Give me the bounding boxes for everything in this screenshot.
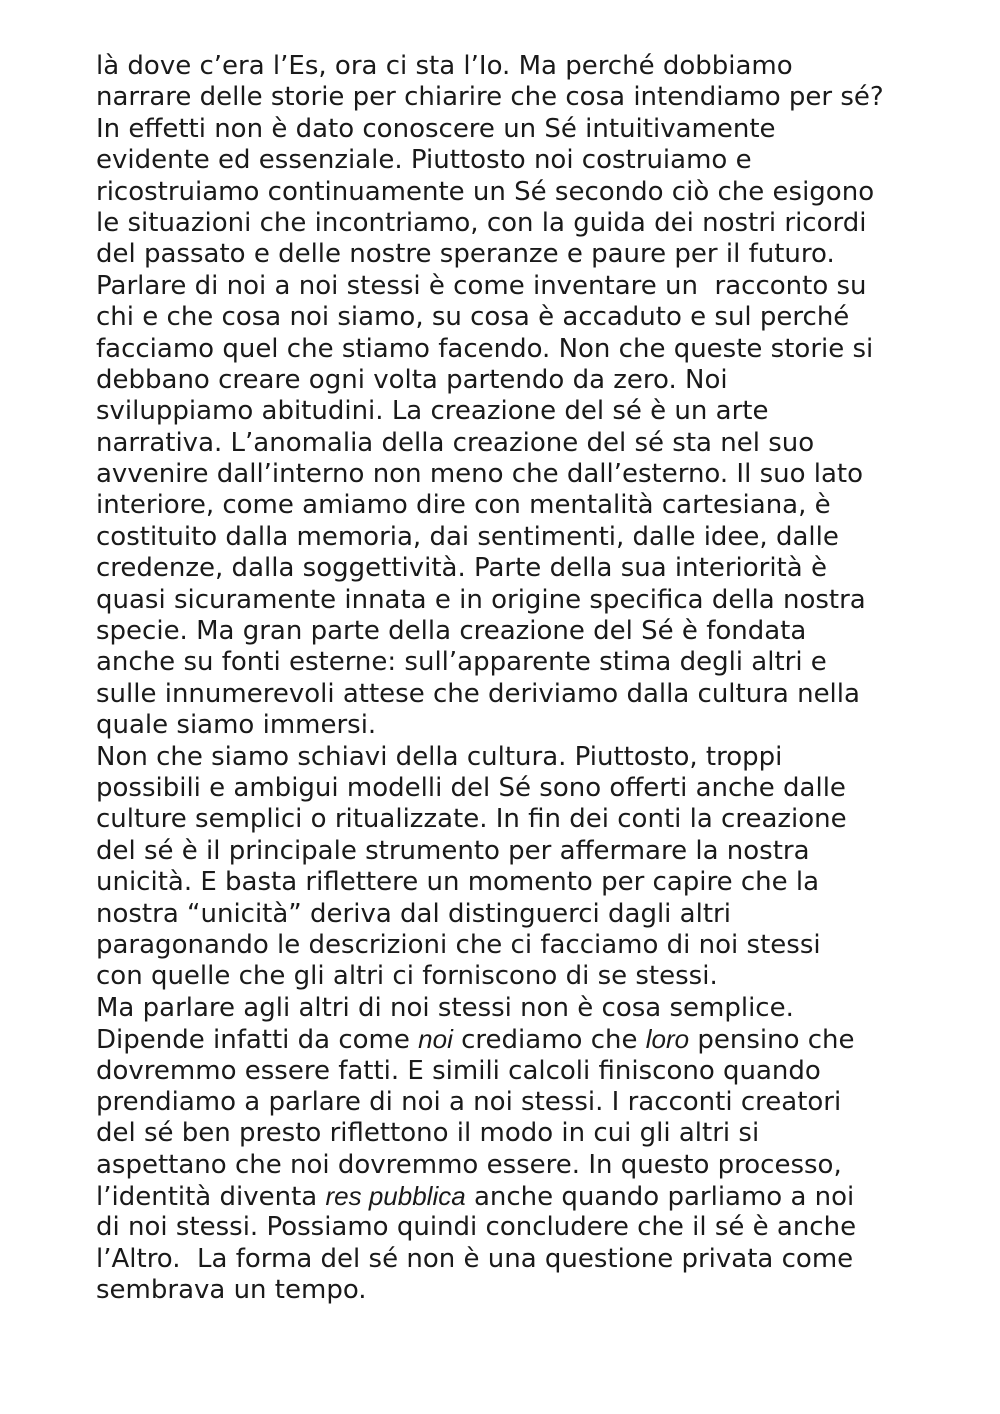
- text-line: In effetti non è dato conoscere un Sé intuitivamente: [96, 113, 776, 144]
- text-line: del passato e delle nostre speranze e paure per il futuro.: [96, 239, 835, 270]
- text-line: sviluppiamo abitudini. La creazione del sé è un arte: [96, 396, 769, 427]
- text-line: evidente ed essenziale. Piuttosto noi costruiamo e: [96, 145, 752, 176]
- text-line: aspettano che noi dovremmo essere. In questo processo,: [96, 1149, 842, 1180]
- text-line: quasi sicuramente innata e in origine specifica della nostra: [96, 584, 866, 615]
- text-line: anche su fonti esterne: sull’apparente stima degli altri e: [96, 647, 827, 678]
- text-line: narrativa. L’anomalia della creazione del sé sta nel suo: [96, 427, 815, 458]
- text-line: nostra “unicità” deriva dal distinguerci dagli altri: [96, 898, 731, 929]
- text-line: Ma parlare agli altri di noi stessi non è cosa semplice.: [96, 992, 794, 1023]
- text-line: sembrava un tempo.: [96, 1275, 367, 1306]
- text-line: del sé ben presto riflettono il modo in cui gli altri si: [96, 1118, 760, 1149]
- text-line: chi e che cosa noi siamo, su cosa è accaduto e sul perché: [96, 302, 850, 333]
- text-line: Dipende infatti da come noi crediamo che loro pensino che: [96, 1024, 855, 1056]
- text-line: del sé è il principale strumento per affermare la nostra: [96, 835, 810, 866]
- italic-emphasis: noi: [418, 1024, 453, 1055]
- text-line: paragonando le descrizioni che ci facciamo di noi stessi: [96, 929, 821, 960]
- text-line: Parlare di noi a noi stessi è come inventare un racconto su: [96, 270, 867, 301]
- text-line: specie. Ma gran parte della creazione del Sé è fondata: [96, 616, 807, 647]
- italic-emphasis: res pubblica: [325, 1181, 466, 1212]
- text-line: credenze, dalla soggettività. Parte della sua interiorità è: [96, 553, 827, 584]
- text-line: le situazioni che incontriamo, con la guida dei nostri ricordi: [96, 207, 867, 238]
- text-line: ricostruiamo continuamente un Sé secondo ciò che esigono: [96, 176, 875, 207]
- text-line: interiore, come amiamo dire con mentalità cartesiana, è: [96, 490, 831, 521]
- italic-emphasis: loro: [645, 1024, 690, 1055]
- text-line: prendiamo a parlare di noi a noi stessi. I racconti creatori: [96, 1086, 842, 1117]
- text-line: culture semplici o ritualizzate. In fin dei conti la creazione: [96, 804, 847, 835]
- text-line: con quelle che gli altri ci forniscono di se stessi.: [96, 961, 718, 992]
- text-line: unicità. E basta riflettere un momento per capire che la: [96, 867, 820, 898]
- text-line: Non che siamo schiavi della cultura. Piuttosto, troppi: [96, 741, 783, 772]
- text-line: sulle innumerevoli attese che deriviamo dalla cultura nella: [96, 678, 860, 709]
- text-line: dovremmo essere fatti. E simili calcoli finiscono quando: [96, 1055, 821, 1086]
- text-line: costituito dalla memoria, dai sentimenti, dalle idee, dalle: [96, 521, 839, 552]
- body-text: [96, 51, 916, 1307]
- text-line: quale siamo immersi.: [96, 710, 377, 741]
- text-line: l’Altro. La forma del sé non è una questione privata come: [96, 1243, 854, 1274]
- text-line: l’identità diventa res pubblica anche quando parliamo a noi: [96, 1181, 855, 1213]
- text-line: di noi stessi. Possiamo quindi concludere che il sé è anche: [96, 1212, 857, 1243]
- text-line: facciamo quel che stiamo facendo. Non che queste storie si: [96, 333, 874, 364]
- text-line: narrare delle storie per chiarire che cosa intendiamo per sé?: [96, 82, 884, 113]
- text-line: possibili e ambigui modelli del Sé sono offerti anche dalle: [96, 772, 846, 803]
- text-line: avvenire dall’interno non meno che dall’esterno. Il suo lato: [96, 459, 864, 490]
- text-line: là dove c’era l’Es, ora ci sta l’Io. Ma perché dobbiamo: [96, 51, 793, 81]
- text-line: debbano creare ogni volta partendo da zero. Noi: [96, 364, 728, 395]
